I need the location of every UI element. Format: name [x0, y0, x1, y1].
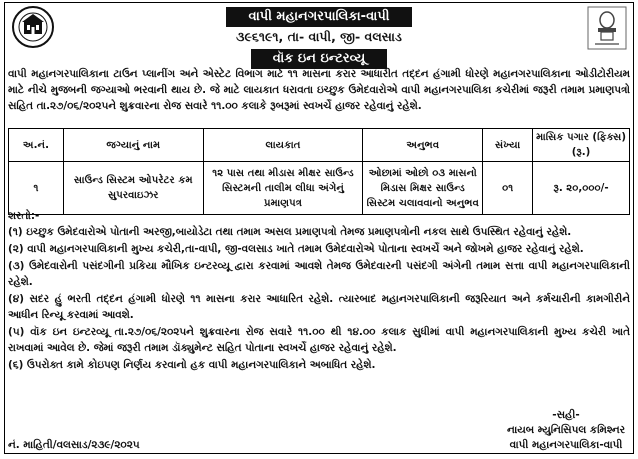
- cell-experience: ઓછામાં ઓછો ૦૩ માસનો મિડાસ મિક્ષર સાઉન્ડ સિસ્ટમ ચલાવવાનો અનુભવ: [363, 162, 483, 215]
- cell-sr-no: ૧: [9, 162, 64, 215]
- conditions-title: શરતો:-: [8, 210, 40, 222]
- vacancy-table: [8, 128, 630, 215]
- signature-block: [507, 408, 625, 453]
- signature-sd: -સહી-: [552, 409, 580, 421]
- intro-paragraph: વાપી મહાનગરપાલિકાના ટાઉન પ્લાનીંગ અને એસ્ટેટ વિભાગ માટે ૧૧ માસના કરાર આધારીત તદ્દન હંગામી ધોરણે મહાનગરપાલિકાના ઓડીટોરીયમ માટે નીચે મુજબની જગ્યાઓ ભરવાની થાય છે. જે માટે લાયકાત ધરાવતા ઇચ્છુક ઉમેદવારોએ વાપી મહાનગરપાલિકા કચેરીમાં જરૂરી તમામ પ્રમાણપત્રો સહિત તા.૨૭/૦૬/૨૦૨૫ને શુક્રવારના રોજ સવારે ૧૧.૦૦ કલાકે રૂબરૂમાં સ્વખર્ચે હાજર રહેવાનું રહેશે.: [8, 68, 630, 112]
- header-salary: માસિક પગાર (ફિક્સ) (રૂ.): [533, 129, 630, 162]
- header: [5, 5, 633, 69]
- signature-office: વાપી મહાનગરપાલિકા-વાપી: [509, 439, 623, 451]
- header-sr-no: અ.નં.: [9, 129, 64, 162]
- corporation-title: વાપી મહાનગરપાલિકા-વાપી: [226, 7, 411, 27]
- cell-salary: રૂ. ૨૦,૦૦૦/-: [533, 162, 630, 215]
- conditions-list: [8, 224, 630, 374]
- table-row: [9, 162, 630, 215]
- walk-in-interview-title: વૉક ઇન ઇન્ટરવ્યૂ: [251, 49, 388, 69]
- advertisement-page: [4, 2, 634, 454]
- cell-count: ૦૧: [483, 162, 533, 215]
- table-header-row: [9, 129, 630, 162]
- header-count: સંખ્યા: [483, 129, 533, 162]
- condition-item: (૩) ઉમેદવારોની પસંદગીની પ્રકિયા મૌખિક ઇન્ટરવ્યૂ દ્વારા કરવામાં આવશે તેમજ ઉમેદવારની પસંદગી અંગેની તમામ સત્તા વાપી મહાનગરપાલિકાની રહેશે.: [8, 260, 630, 288]
- header-experience: અનુભવ: [363, 129, 483, 162]
- reference-number: નં. માહિતી/વલસાડ/૨૩૯/૨૦૨૫: [8, 439, 140, 451]
- cell-post-name: સાઉન્ડ સિસ્ટમ ઓપરેટર કમ સુપરવાઇઝર: [63, 162, 203, 215]
- condition-item: (૨) વાપી મહાનગરપાલિકાની મુખ્ય કચેરી,તા-વાપી, જી-વલસાડ ખાતે તમામ ઉમેદવારોએ પોતાના સ્વખર્ચે અને જોખમે હાજર રહેવાનું રહેશે.: [8, 243, 584, 255]
- condition-item: (૬) ઉપરોક્ત કામે કોઇપણ નિર્ણય કરવાનો હક વાપી મહાનગરપાલિકાને અબાધિત રહેશે.: [8, 359, 376, 371]
- condition-item: (૫) વૉક ઇન ઇન્ટરવ્યૂ તા.૨૭/૦૬/૨૦૨૫ને શુક્રવારના રોજ સવારે ૧૧.૦૦ થી ૧૪.૦૦ કલાક સુધીમાં વાપી મહાનગરપાલિકાની મુખ્ય કચેરી ખાતે રાખવામાં આવેલ છે. જેમાં જરૂરી તમામ ડૉક્યુમેન્ટ સહિત પોતાના સ્વખર્ચે હાજર રહેવાનું રહેશે.: [8, 326, 630, 354]
- header-qualification: લાયકાત: [203, 129, 363, 162]
- signature-designation: નાયબ મ્યુનિસિપલ કમિશ્નર: [507, 424, 625, 436]
- header-post-name: જગ્યાનું નામ: [63, 129, 203, 162]
- condition-item: (૧) ઇચ્છુક ઉમેદવારોએ પોતાની અરજી,બાયોડેટા તથા તમામ અસલ પ્રમાણપત્રો તેમજ પ્રમાણપત્રોની નકલ સાથે ઉપસ્થિત રહેવાનું રહેશે.: [8, 226, 572, 238]
- address-line: ૩૯૬૧૯૧, તા- વાપી, જી- વલસાડ: [236, 29, 402, 44]
- cell-qualification: ૧૨ પાસ તથા મીડાસ મીક્ષર સાઉન્ડ સિસ્ટમની તાલીમ લીધા અંગેનું પ્રમાણપત્ર: [203, 162, 363, 215]
- condition-item: (૪) સદર હું ભરતી તદ્દન હંગામી ધોરણે ૧૧ માસના કરાર આધારિત રહેશે. ત્યારબાદ મહાનગરપાલિકાની જરૂરિયાત અને કર્મચારીની કામગીરીને આધીન રિન્યૂ કરવામાં આવશે.: [8, 293, 630, 321]
